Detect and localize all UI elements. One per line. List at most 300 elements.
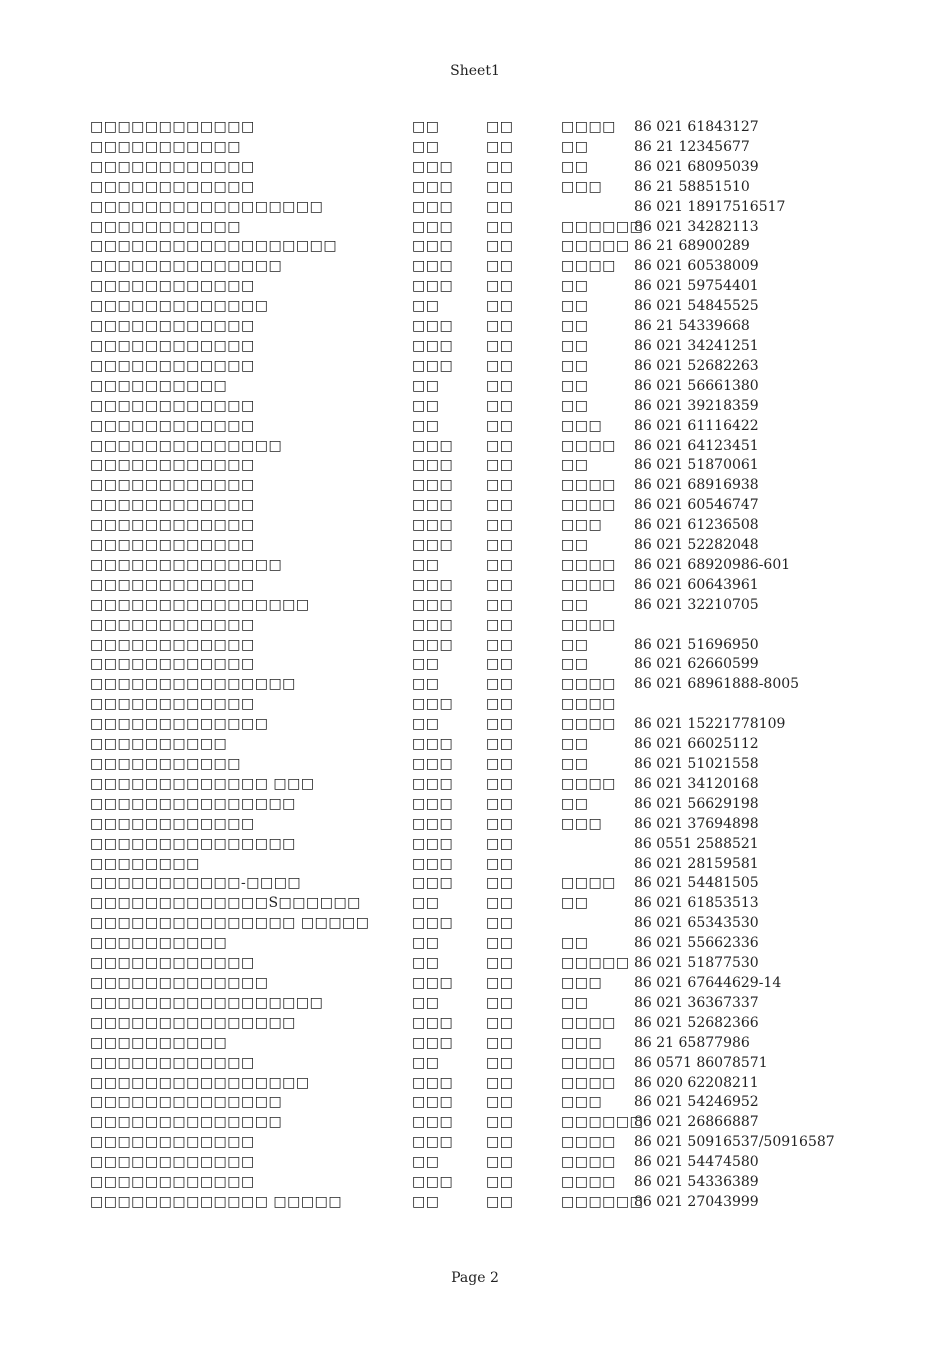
contact-name: □□ [412,119,440,135]
region: □□ [486,895,514,912]
company-name: □□□□□□□□□□□□ [90,477,255,494]
company-name: □□□□□□□□□□□□□□□ [90,795,296,812]
phone-number: 86 021 52682366 [634,1014,759,1031]
company-name: □□□□□□□□□□□-□□□□ [90,875,302,892]
phone-number: 86 021 39218359 [634,397,759,414]
company-name: □□□□□□□□□□□□ [90,1054,255,1071]
table-row [0,934,950,954]
company-name: □□□□□□□□□□□□ [90,636,255,653]
contact-name: □□□ [412,337,454,354]
table-row [0,775,950,795]
job-title: □□□□ [561,477,616,494]
table-row [0,138,950,158]
contact-name: □□□ [412,576,454,593]
phone-number: 86 020 62208211 [634,1074,759,1091]
table-row [0,377,950,397]
region: □□ [486,935,514,952]
region: □□ [486,556,514,573]
table-row [0,158,950,178]
company-name: □□□□□□□□□□□□ [90,1174,255,1191]
table-row [0,536,950,556]
region: □□ [486,974,514,991]
job-title: □□ [561,756,589,772]
contact-name: □□□ [412,1094,454,1111]
contact-name: □□□ [412,357,454,374]
table-row [0,755,950,775]
phone-number: 86 021 26866887 [634,1114,759,1131]
phone-number: 86 021 34241251 [634,337,759,354]
contact-name: □□□ [412,596,454,613]
table-row [0,218,950,238]
contact-name: □□□ [412,517,454,534]
phone-number: 86 021 54481505 [634,875,759,892]
company-name: □□□□□□□□□□□□ [90,576,255,593]
company-name: □□□□□□□□□□□□□□□□□□ [90,238,338,255]
region: □□ [486,238,514,255]
job-title: □□ [561,935,589,952]
region: □□ [486,716,514,733]
phone-number: 86 021 15221778109 [634,716,786,733]
job-title: □□□ [561,517,603,534]
table-row [0,1133,950,1153]
company-name: □□□□□□□□□□□□ [90,696,255,713]
table-row [0,1173,950,1193]
region: □□ [486,198,514,215]
table-row [0,516,950,536]
phone-number: 86 021 61853513 [634,895,759,912]
job-title: □□□□ [561,437,616,454]
contact-name: □□□ [412,1114,454,1131]
table-row [0,636,950,656]
contact-name: □□□ [412,477,454,494]
table-row [0,795,950,815]
table-row [0,616,950,636]
job-title: □□ [561,537,589,554]
region: □□ [486,1054,514,1071]
phone-number: 86 021 28159581 [634,855,759,872]
region: □□ [486,915,514,932]
region: □□ [486,318,514,335]
job-title: □□□□ [561,875,616,892]
phone-number: 86 021 32210705 [634,596,759,613]
contact-name: □□□ [412,1174,454,1191]
region: □□ [486,795,514,812]
table-row [0,835,950,855]
phone-number: 86 021 52682263 [634,357,759,374]
contact-name: □□□ [412,915,454,932]
region: □□ [486,298,514,315]
company-name: □□□□□□□□□□□□□□ [90,437,283,454]
contact-name: □□□ [412,736,454,753]
region: □□ [486,537,514,554]
job-title: □□□□ [561,1074,616,1091]
region: □□ [486,497,514,514]
table-row [0,297,950,317]
table-row [0,894,950,914]
region: □□ [486,158,514,175]
company-name: □□□□□□□□□□□□ [90,337,255,354]
job-title: □□ [561,457,589,474]
job-title: □□□□ [561,258,616,275]
phone-number: 86 21 65877986 [634,1034,750,1051]
company-name: □□□□□□□□□□□□ [90,815,255,832]
company-name: □□□□□□□□□□□□ [90,278,255,295]
phone-number: 86 021 55662336 [634,935,759,952]
job-title: □□□□ [561,1134,616,1151]
region: □□ [486,457,514,474]
phone-number: 86 021 51696950 [634,636,759,653]
contact-name: □□□ [412,158,454,175]
contact-name: □□□ [412,178,454,195]
job-title: □□□□ [561,716,616,733]
phone-number: 86 021 51870061 [634,457,759,474]
job-title: □□□ [561,178,603,195]
table-row [0,476,950,496]
phone-number: 86 021 60643961 [634,576,759,593]
phone-number: 86 021 54845525 [634,298,759,315]
table-row [0,1153,950,1173]
job-title: □□□□ [561,1174,616,1191]
table-row [0,994,950,1014]
contact-name: □□□ [412,1074,454,1091]
phone-number: 86 021 61116422 [634,417,759,434]
company-name: □□□□□□□□□□□□□ [90,298,269,315]
company-name: □□□□□□□□□□□□□□□ [90,835,296,852]
job-title: □□□□ [561,497,616,514]
table-row [0,257,950,277]
table-row [0,1054,950,1074]
company-name: □□□□□□□□□□□□ [90,357,255,374]
phone-number: 86 21 58851510 [634,178,750,195]
phone-number: 86 021 68095039 [634,158,759,175]
table-row [0,815,950,835]
table-row [0,1074,950,1094]
company-name: □□□□□□□□□□□□ [90,656,255,673]
job-title: □□ [561,795,589,812]
job-title: □□□□ [561,119,616,135]
region: □□ [486,1114,514,1131]
company-name: □□□□□□□□□□□□□□ [90,1114,283,1131]
contact-name: □□□ [412,875,454,892]
table-row [0,855,950,875]
region: □□ [486,576,514,593]
contact-name: □□ [412,1154,440,1171]
region: □□ [486,875,514,892]
phone-number: 86 0551 2588521 [634,835,759,852]
phone-number: 86 21 12345677 [634,138,750,155]
contact-name: □□□ [412,198,454,215]
job-title: □□ [561,298,589,315]
job-title: □□□□□□ [561,1114,644,1131]
table-row [0,1093,950,1113]
table-row [0,914,950,934]
contact-name: □□□ [412,457,454,474]
table-row [0,954,950,974]
sheet-title: Sheet1 [450,63,500,79]
phone-number: 86 021 68961888-8005 [634,676,800,693]
company-name: □□□□□□□□□□□ [90,756,242,772]
job-title: □□□ [561,417,603,434]
phone-number: 86 021 56661380 [634,377,759,394]
contact-name: □□□ [412,218,454,235]
contact-name: □□ [412,1054,440,1071]
contact-name: □□ [412,1193,440,1210]
company-name: □□□□□□□□□□ [90,935,228,952]
company-name: □□□□□□□□□□□□ [90,1154,255,1171]
job-title: □□□ [561,1034,603,1051]
job-title: □□□□□ [561,955,630,972]
contact-name: □□□ [412,696,454,713]
company-name: □□□□□□□□□□□□□□□ [90,1014,296,1031]
region: □□ [486,1034,514,1051]
region: □□ [486,636,514,653]
job-title: □□□ [561,974,603,991]
job-title: □□ [561,357,589,374]
job-title: □□ [561,318,589,335]
contact-name: □□ [412,895,440,912]
company-name: □□□□□□□□□□ [90,377,228,394]
region: □□ [486,337,514,354]
region: □□ [486,1094,514,1111]
region: □□ [486,955,514,972]
company-name: □□□□□□□□□□□□□□□□□ [90,198,324,215]
company-name: □□□□□□□□□□□□□ [90,974,269,991]
company-name: □□□□□□□□□□□□ [90,497,255,514]
phone-number: 86 021 60538009 [634,258,759,275]
company-name: □□□□□□□□□□□ [90,138,242,155]
contact-name: □□□ [412,855,454,872]
company-name: □□□□□□□□□□□□ [90,1134,255,1151]
contact-name: □□ [412,994,440,1011]
region: □□ [486,994,514,1011]
table-row [0,277,950,297]
table-row [0,715,950,735]
phone-number: 86 021 66025112 [634,736,759,753]
job-title: □□□□□□ [561,218,644,235]
phone-number: 86 021 59754401 [634,278,759,295]
company-name: □□□□□□□□□□□□ [90,955,255,972]
phone-number: 86 21 68900289 [634,238,750,255]
region: □□ [486,178,514,195]
company-name: □□□□□□□□□□□□ [90,119,255,135]
table-row [0,118,950,138]
table-row [0,735,950,755]
table-row [0,1193,950,1213]
phone-number: 86 021 54474580 [634,1154,759,1171]
job-title: □□□□ [561,696,616,713]
company-name: □□□□□□□□□□□□□□□□□ [90,994,324,1011]
company-name: □□□□□□□□□□□□□ [90,716,269,733]
region: □□ [486,397,514,414]
table-row [0,695,950,715]
contact-name: □□□ [412,437,454,454]
contact-name: □□□ [412,756,454,772]
contact-name: □□ [412,138,440,155]
job-title: □□ [561,278,589,295]
contact-name: □□□ [412,795,454,812]
region: □□ [486,1174,514,1191]
phone-number: 86 0571 86078571 [634,1054,768,1071]
region: □□ [486,1154,514,1171]
job-title: □□ [561,636,589,653]
job-title: □□□□ [561,576,616,593]
contact-name: □□ [412,377,440,394]
contact-name: □□□ [412,1034,454,1051]
job-title: □□ [561,994,589,1011]
region: □□ [486,258,514,275]
region: □□ [486,218,514,235]
job-title: □□□□ [561,775,616,792]
contact-name: □□□ [412,278,454,295]
table-row [0,974,950,994]
contact-name: □□□ [412,775,454,792]
phone-number: 86 021 52282048 [634,537,759,554]
company-name: □□□□□□□□□□□□□ □□□ [90,775,315,792]
table-row [0,417,950,437]
job-title: □□ [561,736,589,753]
phone-number: 86 021 37694898 [634,815,759,832]
contact-name: □□ [412,397,440,414]
contact-name: □□ [412,935,440,952]
region: □□ [486,357,514,374]
region: □□ [486,616,514,633]
table-row [0,317,950,337]
region: □□ [486,1134,514,1151]
contact-name: □□□ [412,636,454,653]
job-title: □□ [561,337,589,354]
contact-name: □□□ [412,974,454,991]
region: □□ [486,377,514,394]
phone-number: 86 021 68916938 [634,477,759,494]
job-title: □□ [561,138,589,155]
region: □□ [486,477,514,494]
region: □□ [486,835,514,852]
phone-number: 86 021 56629198 [634,795,759,812]
region: □□ [486,736,514,753]
region: □□ [486,278,514,295]
phone-number: 86 021 68920986-601 [634,556,791,573]
company-name: □□□□□□□□□□□ [90,218,242,235]
table-row [0,178,950,198]
contact-name: □□ [412,417,440,434]
job-title: □□ [561,397,589,414]
job-title: □□□□□ [561,238,630,255]
phone-number: 86 021 67644629-14 [634,974,782,991]
phone-number: 86 021 51021558 [634,756,759,772]
region: □□ [486,1014,514,1031]
table-row [0,596,950,616]
company-name: □□□□□□□□□□□□ [90,318,255,335]
job-title: □□□□ [561,676,616,693]
table-row [0,874,950,894]
contact-name: □□ [412,716,440,733]
job-title: □□□ [561,1094,603,1111]
phone-number: 86 021 54336389 [634,1174,759,1191]
company-name: □□□□□□□□□□□□□□ [90,556,283,573]
phone-number: 86 021 54246952 [634,1094,759,1111]
company-name: □□□□□□□□□□ [90,736,228,753]
job-title: □□ [561,656,589,673]
phone-number: 86 021 36367337 [634,994,759,1011]
table-row [0,456,950,476]
company-name: □□□□□□□□□□□□ [90,517,255,534]
job-title: □□□□□□ [561,1193,644,1210]
company-name: □□□□□□□□□□□□□□□□ [90,1074,310,1091]
table-row [0,397,950,417]
region: □□ [486,138,514,155]
job-title: □□□□ [561,1014,616,1031]
region: □□ [486,596,514,613]
table-row [0,496,950,516]
company-name: □□□□□□□□□□□□□□ [90,1094,283,1111]
phone-number: 86 021 34282113 [634,218,759,235]
contact-name: □□ [412,955,440,972]
phone-number: 86 021 18917516517 [634,198,786,215]
phone-number: 86 021 34120168 [634,775,759,792]
contact-name: □□□ [412,815,454,832]
region: □□ [486,815,514,832]
table-row [0,655,950,675]
contact-name: □□ [412,298,440,315]
company-name: □□□□□□□□□□□□□□□ [90,676,296,693]
table-row [0,556,950,576]
contact-name: □□□ [412,537,454,554]
company-name: □□□□□□□□ [90,855,200,872]
contact-table [0,118,950,1213]
company-name: □□□□□□□□□□□□□□□□ [90,596,310,613]
region: □□ [486,855,514,872]
phone-number: 86 021 60546747 [634,497,759,514]
region: □□ [486,775,514,792]
phone-number: 86 021 65343530 [634,915,759,932]
job-title: □□ [561,158,589,175]
company-name: □□□□□□□□□□□□ [90,457,255,474]
contact-name: □□□ [412,1014,454,1031]
table-row [0,675,950,695]
contact-name: □□□ [412,497,454,514]
region: □□ [486,756,514,772]
company-name: □□□□□□□□□□□□ [90,537,255,554]
table-row [0,198,950,218]
job-title: □□□□ [561,556,616,573]
region: □□ [486,656,514,673]
region: □□ [486,417,514,434]
job-title: □□ [561,895,589,912]
region: □□ [486,119,514,135]
table-row [0,237,950,257]
contact-name: □□□ [412,835,454,852]
contact-name: □□ [412,656,440,673]
table-row [0,1014,950,1034]
region: □□ [486,1074,514,1091]
job-title: □□□□ [561,1154,616,1171]
contact-name: □□ [412,676,440,693]
page-number: Page 2 [451,1270,499,1286]
table-row [0,437,950,457]
region: □□ [486,437,514,454]
company-name: □□□□□□□□□□□□□ □□□□□ [90,1193,343,1210]
company-name: □□□□□□□□□□□□□□ [90,258,283,275]
company-name: □□□□□□□□□□□□ [90,178,255,195]
company-name: □□□□□□□□□□□□ [90,616,255,633]
phone-number: 86 021 51877530 [634,955,759,972]
phone-number: 86 021 27043999 [634,1193,759,1210]
company-name: □□□□□□□□□□□□ [90,158,255,175]
contact-name: □□□ [412,258,454,275]
phone-number: 86 021 64123451 [634,437,759,454]
region: □□ [486,1193,514,1210]
table-row [0,337,950,357]
